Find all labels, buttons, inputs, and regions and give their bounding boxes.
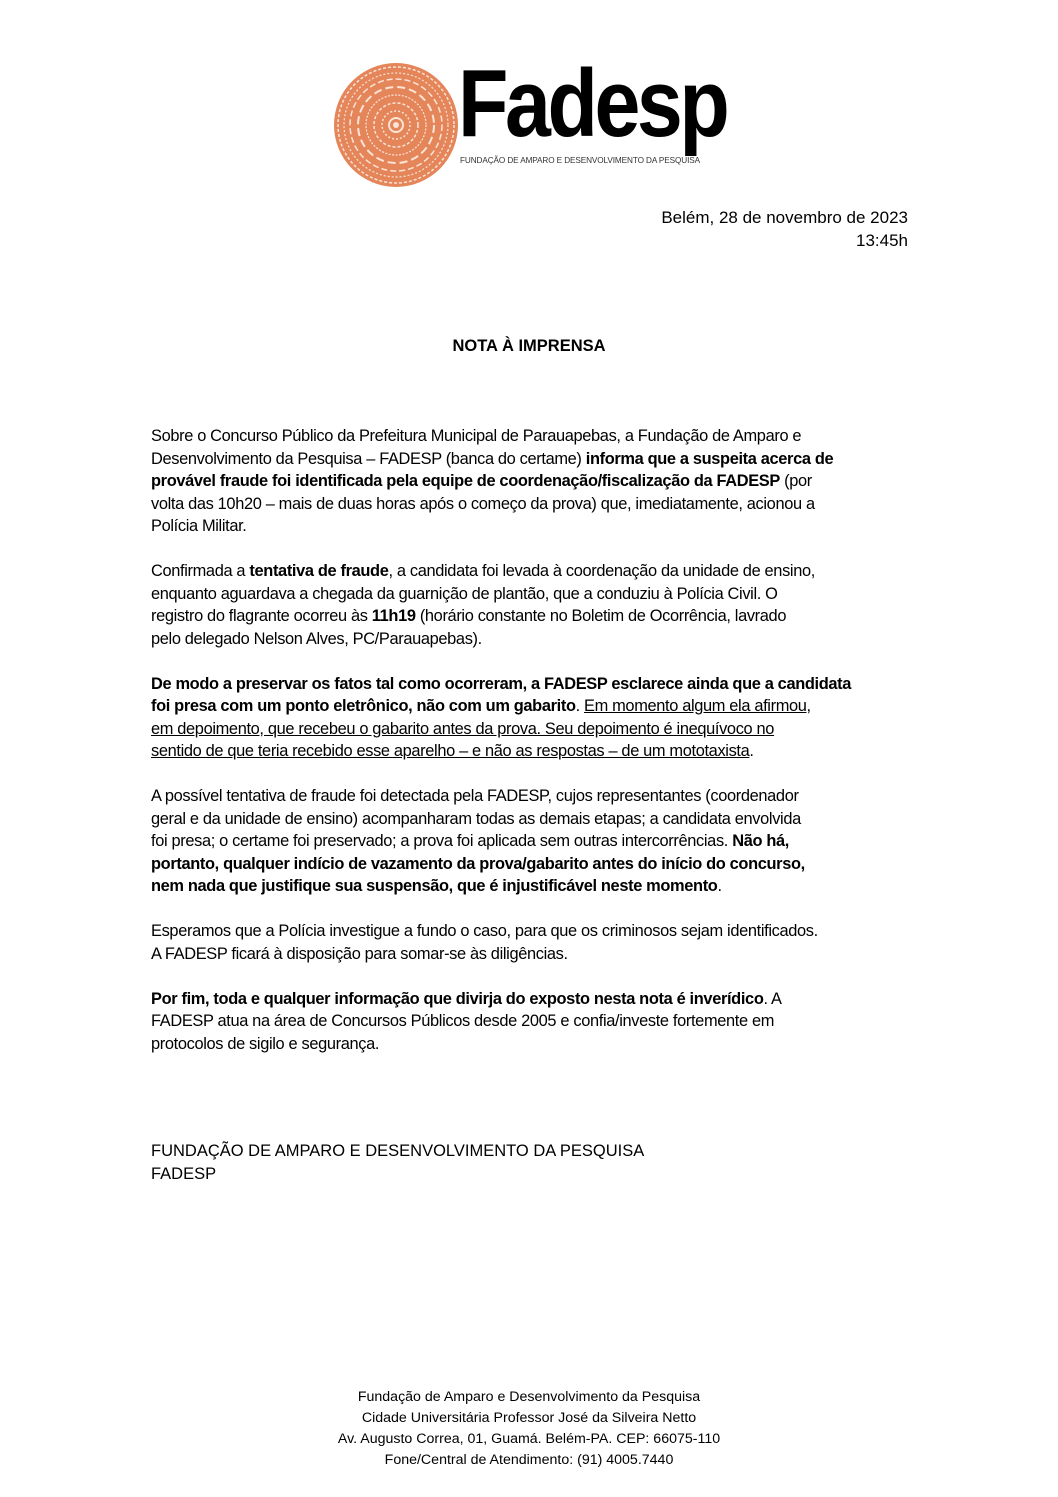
logo-tagline: FUNDAÇÃO DE AMPARO E DESENVOLVIMENTO DA PESQUISA [460,156,700,165]
bold-run: provável fraude foi identificada pela equipe de coordenação/fiscalização da FADESP [151,472,780,490]
bold-run: Por fim, toda e qualquer informação que divirja do exposto nesta nota é inverídico [151,989,764,1008]
bold-run: foi presa com um ponto eletrônico, não com um gabarito [151,697,576,715]
text-run: . [575,697,585,715]
logo-wordmark: Fadesp [458,50,727,157]
underlined-run: Em momento algum ela afirmou, [584,697,811,715]
bold-run: tentativa de fraude [249,562,389,580]
text-line: pelo delegado Nelson Alves, PC/Parauapebas). [151,629,482,648]
text-line: Polícia Militar. [151,517,247,535]
text-line [151,853,921,876]
text-line: FADESP atua na área de Concursos Públicos desde 2005 e confia/investe fortemente em [151,1012,775,1030]
seal-icon [333,62,459,188]
text-line [151,605,921,628]
bold-run: portanto, qualquer indício de vazamento da prova/gabarito antes do início do concurso, [151,854,805,873]
text-line [151,740,921,763]
paragraph-5 [151,920,921,965]
footer-line: Fundação de Amparo e Desenvolvimento da Pesquisa [357,1389,701,1405]
text-line [151,673,921,696]
text-run: , a candidata foi levada à coordenação da unidade de ensino, [388,562,815,580]
footer-line: Fone/Central de Atendimento: (91) 4005.7440 [384,1452,674,1468]
signature-org: FUNDAÇÃO DE AMPARO E DESENVOLVIMENTO DA PESQUISA [151,1142,645,1160]
text-line: protocolos de sigilo e segurança. [151,1034,380,1053]
paragraph-4 [151,785,921,898]
text-line [151,695,921,718]
text-run: (horário constante no Boletim de Ocorrência, lavrado [415,607,787,625]
text-run: Confirmada a [151,562,250,580]
date-line: Belém, 28 de novembro de 2023 [661,208,908,227]
text-line: A possível tentativa de fraude foi detectada pela FADESP, cujos representantes (coordenador [151,787,799,805]
text-run: . [717,877,722,895]
bold-run: informa que a suspeita acerca de [585,449,834,468]
text-line: Sobre o Concurso Público da Prefeitura Municipal de Parauapebas, a Fundação de Amparo e [151,427,802,445]
bold-run: nem nada que justifique sua suspensão, que é injustificável neste momento [151,877,718,895]
footer-line: Cidade Universitária Professor José da Silveira Netto [361,1410,697,1426]
text-run: (por [779,472,812,490]
underlined-line: em depoimento, que recebeu o gabarito antes da prova. Seu depoimento é inequívoco no [151,719,775,738]
fadesp-logo [333,50,733,188]
bold-run: Não há, [732,832,789,850]
text-line: A FADESP ficará à disposição para somar-se às diligências. [151,944,568,963]
text-line [151,988,921,1011]
text-line [151,875,921,898]
underlined-run: sentido de que teria recebido esse aparelho – e não as respostas – de um mototaxista [151,742,750,760]
footer-line: Av. Augusto Correa, 01, Guamá. Belém-PA. CEP: 66075-110 [337,1431,721,1447]
document-title: NOTA À IMPRENSA [452,337,606,355]
text-line: volta das 10h20 – mais de duas horas após o começo da prova) que, imediatamente, acionou a [151,494,815,513]
text-line: enquanto aguardava a chegada da guarnição de plantão, que a conduziu à Polícia Civil. O [151,584,778,603]
text-line [151,560,921,583]
text-run: . [749,742,754,760]
text-run: registro do flagrante ocorreu às [151,607,372,625]
document-body [151,425,921,1078]
date-block [661,206,908,252]
text-run: foi presa; o certame foi preservado; a prova foi aplicada sem outras intercorrências. [151,832,733,850]
paragraph-6 [151,988,921,1056]
text-line: geral e da unidade de ensino) acompanharam todas as demais etapas; a candidata envolvida [151,809,801,828]
bold-run: 11h19 [371,607,416,625]
paragraph-3 [151,673,921,763]
time-line: 13:45h [856,231,908,250]
footer-address [0,1387,1058,1471]
bold-run: De modo a preservar os fatos tal como ocorreram, a FADESP esclarece ainda que a candidata [151,674,852,693]
text-line: Esperamos que a Polícia investigue a fundo o caso, para que os criminosos sejam identificados. [151,922,818,940]
text-line [151,448,921,471]
text-run: . A [763,989,782,1008]
signature-block [151,1140,644,1185]
text-line [151,830,921,853]
text-line [151,470,921,493]
signature-acronym: FADESP [151,1164,217,1183]
paragraph-1 [151,425,921,538]
paragraph-2 [151,560,921,650]
text-run: Desenvolvimento da Pesquisa – FADESP (banca do certame) [151,449,586,468]
